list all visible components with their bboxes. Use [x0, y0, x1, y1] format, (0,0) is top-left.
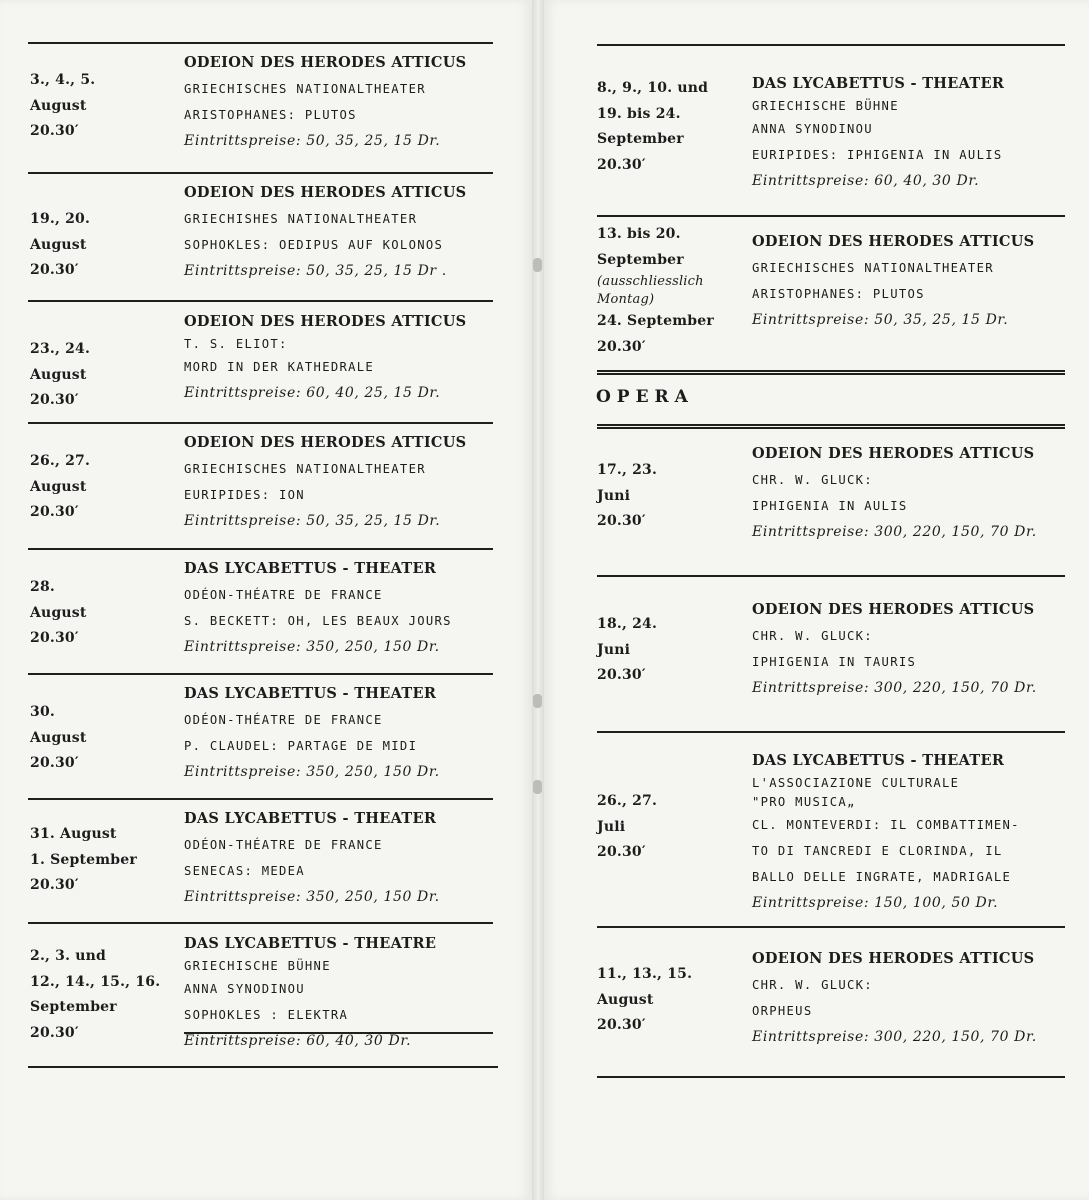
venue-name: ODEION DES HERODES ATTICUS — [184, 434, 467, 451]
date-line: 20.30′ — [597, 844, 646, 860]
venue-name: ODEION DES HERODES ATTICUS — [184, 184, 467, 201]
venue-name: DAS LYCABETTUS - THEATER — [752, 752, 1005, 769]
date-line: 20.30′ — [597, 513, 646, 529]
date-line: 20.30′ — [30, 630, 79, 646]
ticket-prices: Eintrittspreise: 50, 35, 25, 15 Dr . — [184, 263, 447, 279]
program-line: CHR. W. GLUCK: — [752, 629, 873, 643]
date-line: 2., 3. und — [30, 948, 106, 964]
divider-line — [597, 215, 1065, 217]
event-date — [30, 944, 160, 1046]
date-line: 20.30′ — [30, 123, 79, 139]
date-line: August — [30, 729, 87, 746]
divider-line — [597, 926, 1065, 928]
date-line: August — [30, 97, 87, 114]
date-line: 30. — [30, 704, 55, 720]
program-line: ODÉON-THÉATRE DE FRANCE — [184, 588, 383, 602]
program-line: CL. MONTEVERDI: IL COMBATTIMEN- — [752, 818, 1020, 832]
staple — [533, 258, 542, 272]
divider-line — [597, 427, 1065, 429]
date-line: 8., 9., 10. und — [597, 80, 709, 96]
ticket-prices: Eintrittspreise: 350, 250, 150 Dr. — [184, 639, 440, 655]
program-line: SENECAS: MEDEA — [184, 864, 305, 878]
date-line: 28. — [30, 579, 55, 595]
page-gutter — [532, 0, 544, 1200]
divider-line — [597, 370, 1065, 372]
event-date — [30, 207, 90, 284]
program-line: EURIPIDES: ION — [184, 488, 305, 502]
program-line: CHR. W. GLUCK: — [752, 473, 873, 487]
ticket-prices: Eintrittspreise: 300, 220, 150, 70 Dr. — [752, 1029, 1037, 1045]
divider-line — [184, 1032, 493, 1034]
divider-line — [28, 422, 493, 424]
event-info — [184, 309, 466, 406]
ticket-prices: Eintrittspreise: 60, 40, 25, 15 Dr. — [184, 385, 441, 401]
date-line: 20.30′ — [30, 392, 79, 408]
program-line: P. CLAUDEL: PARTAGE DE MIDI — [184, 739, 418, 753]
event-info — [184, 430, 466, 534]
date-line: Juni — [597, 641, 631, 658]
date-line: 26., 27. — [30, 453, 91, 469]
event-date — [597, 76, 708, 178]
divider-line — [28, 673, 493, 675]
ticket-prices: Eintrittspreise: 150, 100, 50 Dr. — [752, 895, 999, 911]
ticket-prices: Eintrittspreise: 50, 35, 25, 15 Dr. — [184, 133, 441, 149]
venue-name: ODEION DES HERODES ATTICUS — [752, 950, 1035, 967]
program-line: SOPHOKLES : ELEKTRA — [184, 1008, 349, 1022]
date-line: 17., 23. — [597, 462, 658, 478]
ticket-prices: Eintrittspreise: 350, 250, 150 Dr. — [184, 889, 440, 905]
venue-name: ODEION DES HERODES ATTICUS — [752, 233, 1035, 250]
divider-line — [597, 731, 1065, 733]
venue-name: DAS LYCABETTUS - THEATER — [752, 75, 1005, 92]
event-date — [30, 822, 137, 899]
date-line: August — [30, 478, 87, 495]
staple — [533, 694, 542, 708]
program-line: ORPHEUS — [752, 1004, 813, 1018]
venue-name: DAS LYCABETTUS - THEATRE — [184, 935, 437, 952]
date-line: 3., 4., 5. — [30, 72, 96, 88]
event-date — [597, 789, 657, 866]
show-through — [820, 48, 825, 64]
date-line: 19., 20. — [30, 211, 91, 227]
program-line: L'ASSOCIAZIONE CULTURALE — [752, 776, 960, 790]
venue-name: DAS LYCABETTUS - THEATER — [184, 685, 437, 702]
divider-line — [28, 922, 493, 924]
ticket-prices: Eintrittspreise: 60, 40, 30 Dr. — [184, 1033, 412, 1049]
date-line: 1. September — [30, 851, 137, 868]
date-line: 20.30′ — [597, 1017, 646, 1033]
event-info — [184, 806, 440, 910]
date-line: 20.30′ — [30, 877, 79, 893]
divider-line — [597, 1076, 1065, 1078]
program-line: GRIECHISCHES NATIONALTHEATER — [184, 462, 426, 476]
event-date — [597, 222, 714, 360]
program-line: ANNA SYNODINOU — [184, 982, 305, 996]
program-line: ARISTOPHANES: PLUTOS — [184, 108, 357, 122]
date-note: (ausschliesslich — [597, 274, 704, 289]
program-line: ODÉON-THÉATRE DE FRANCE — [184, 713, 383, 727]
date-line: 13. bis 20. — [597, 226, 681, 242]
program-line: CHR. W. GLUCK: — [752, 978, 873, 992]
event-date — [30, 68, 95, 145]
event-info — [752, 229, 1034, 333]
program-line: GRIECHISCHE BÜHNE — [184, 959, 331, 973]
divider-line — [597, 424, 1065, 426]
venue-name: ODEION DES HERODES ATTICUS — [184, 54, 467, 71]
divider-line — [597, 373, 1065, 375]
opera-heading: OPERA — [596, 387, 694, 407]
program-line: GRIECHISCHES NATIONALTHEATER — [752, 261, 994, 275]
program-line: MORD IN DER KATHEDRALE — [184, 360, 375, 374]
program-line: GRIECHISCHES NATIONALTHEATER — [184, 82, 426, 96]
event-date — [597, 612, 657, 689]
program-line: S. BECKETT: OH, LES BEAUX JOURS — [184, 614, 452, 628]
venue-name: ODEION DES HERODES ATTICUS — [752, 601, 1035, 618]
program-line: TO DI TANCREDI E CLORINDA, IL — [752, 844, 1003, 858]
date-line: August — [30, 604, 87, 621]
venue-name: ODEION DES HERODES ATTICUS — [184, 313, 467, 330]
date-line: August — [597, 991, 654, 1008]
event-info — [184, 681, 440, 785]
program-line: ARISTOPHANES: PLUTOS — [752, 287, 925, 301]
date-line: 20.30′ — [30, 755, 79, 771]
date-line: Juni — [597, 487, 631, 504]
event-info — [184, 180, 466, 284]
ticket-prices: Eintrittspreise: 350, 250, 150 Dr. — [184, 764, 440, 780]
venue-name: DAS LYCABETTUS - THEATER — [184, 810, 437, 827]
staple — [533, 780, 542, 794]
date-line: 24. September — [597, 313, 714, 329]
event-date — [30, 575, 87, 652]
date-line: 20.30′ — [597, 156, 646, 173]
event-info — [752, 597, 1037, 701]
divider-line — [28, 1066, 498, 1068]
date-line: 20.30′ — [30, 1024, 79, 1041]
event-info — [752, 748, 1020, 916]
program-line: IPHIGENIA IN AULIS — [752, 499, 908, 513]
date-line: 20.30′ — [597, 667, 646, 683]
event-info — [752, 71, 1004, 194]
program-line: GRIECHISHES NATIONALTHEATER — [184, 212, 418, 226]
event-date — [30, 449, 90, 526]
divider-line — [597, 44, 1065, 46]
program-line: T. S. ELIOT: — [184, 337, 288, 351]
divider-line — [28, 798, 493, 800]
program-line: BALLO DELLE INGRATE, MADRIGALE — [752, 870, 1012, 884]
event-info — [752, 946, 1037, 1050]
date-line: 20.30′ — [597, 338, 646, 355]
date-line: August — [30, 366, 87, 383]
divider-line — [28, 172, 493, 174]
program-line: "PRO MUSICA„ — [752, 795, 856, 809]
date-line: 19. bis 24. — [597, 105, 681, 122]
program-line: GRIECHISCHE BÜHNE — [752, 99, 899, 113]
date-line: 31. August — [30, 826, 117, 842]
program-line: ODÉON-THÉATRE DE FRANCE — [184, 838, 383, 852]
date-line: 20.30′ — [30, 262, 79, 278]
event-date — [597, 962, 692, 1039]
event-info — [184, 556, 452, 660]
date-line: 12., 14., 15., 16. — [30, 973, 161, 990]
date-line: August — [30, 236, 87, 253]
date-line: September — [597, 251, 684, 268]
program-line: IPHIGENIA IN TAURIS — [752, 655, 917, 669]
event-date — [30, 700, 87, 777]
venue-name: ODEION DES HERODES ATTICUS — [752, 445, 1035, 462]
date-line: 20.30′ — [30, 504, 79, 520]
ticket-prices: Eintrittspreise: 300, 220, 150, 70 Dr. — [752, 524, 1037, 540]
date-note: Montag) — [597, 292, 655, 307]
event-date — [597, 458, 657, 535]
date-line: 23., 24. — [30, 341, 91, 357]
date-line: September — [597, 131, 684, 147]
divider-line — [597, 575, 1065, 577]
divider-line — [28, 42, 493, 44]
date-line: 18., 24. — [597, 616, 658, 632]
ticket-prices: Eintrittspreise: 300, 220, 150, 70 Dr. — [752, 680, 1037, 696]
divider-line — [28, 300, 493, 302]
program-line: ANNA SYNODINOU — [752, 122, 873, 136]
date-line: 26., 27. — [597, 793, 658, 809]
date-line: September — [30, 999, 117, 1015]
divider-line — [28, 548, 493, 550]
venue-name: DAS LYCABETTUS - THEATER — [184, 560, 437, 577]
date-line: Juli — [597, 818, 626, 835]
program-line: SOPHOKLES: OEDIPUS AUF KOLONOS — [184, 238, 444, 252]
event-info — [184, 50, 466, 154]
ticket-prices: Eintrittspreise: 50, 35, 25, 15 Dr. — [752, 312, 1009, 328]
program-line: EURIPIDES: IPHIGENIA IN AULIS — [752, 148, 1003, 162]
event-info — [184, 931, 436, 1054]
event-info — [752, 441, 1037, 545]
ticket-prices: Eintrittspreise: 50, 35, 25, 15 Dr. — [184, 513, 441, 529]
event-date — [30, 337, 90, 414]
date-line: 11., 13., 15. — [597, 966, 693, 982]
ticket-prices: Eintrittspreise: 60, 40, 30 Dr. — [752, 173, 980, 189]
